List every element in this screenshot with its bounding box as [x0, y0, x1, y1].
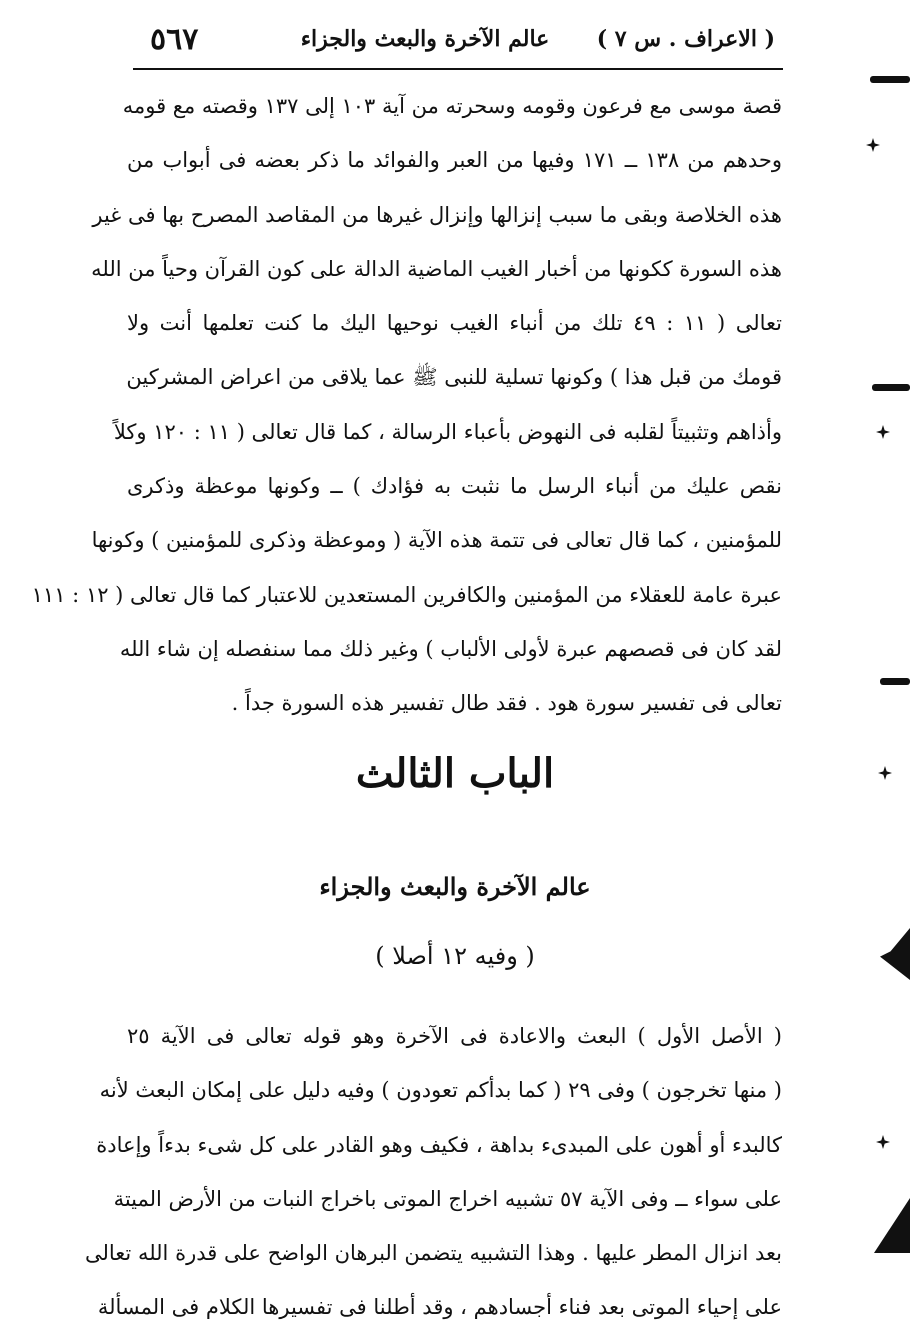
text-line: تعالى فى تفسير سورة هود . فقد طال تفسير هذه السورة جداً . [231, 691, 782, 716]
text-line: لقد كان فى قصصهم عبرة لأولى الألباب ) وغير ذلك مما سنفصله إن شاء الله [119, 636, 782, 661]
page-number: ٥٦٧ [150, 22, 199, 57]
text-line: كالبدء أو أهون على المبدىء بداهة ، فكيف وهو القادر على كل شىء بدءاً وإعادة [96, 1132, 782, 1157]
margin-mark [872, 384, 910, 391]
text-line: وأذاهم وتثبيتاً لقلبه فى النهوض بأعباء الرسالة ، كما قال تعالى ( ١١ : ١٢٠ وكلاً [113, 419, 782, 444]
running-section: ( الاعراف . س ٧ ) [596, 26, 775, 52]
text-line: ( منها تخرجون ) وفى ٢٩ ( كما بدأكم تعودون ) وفيه دليل على إمكان البعث لأنه [99, 1078, 782, 1103]
margin-mark [880, 678, 910, 685]
text-line: على سواء ــ وفى الآية ٥٧ تشبيه اخراج الموتى باخراج النبات من الأرض الميتة [113, 1186, 782, 1211]
chapter-title: الباب الثالث [355, 750, 555, 797]
text-line: هذه الخلاصة وبقى ما سبب إنزالها وإنزال غيرها من المقاصد المصرح بها فى غير [92, 202, 782, 227]
text-line: ( الأصل الأول ) البعث والاعادة فى الآخرة وهو قوله تعالى فى الآية ٢٥ [127, 1024, 782, 1048]
text-line: نقص عليك من أنباء الرسل ما نثبت به فؤادك ) ــ وكونها موعظة وذكرى [127, 474, 782, 499]
margin-mark [876, 1135, 890, 1149]
text-line: قصة موسى مع فرعون وقومه وسحرته من آية ١٠٣ إلى ١٣٧ وقصته مع قومه [122, 94, 782, 118]
intro-passage [31, 86, 783, 738]
principle-passage [85, 1016, 782, 1342]
chapter-subtitle: عالم الآخرة والبعث والجزاء [319, 872, 591, 901]
text-line: عبرة عامة للعقلاء من المؤمنين والكافرين المستعدين للاعتبار كما قال تعالى ( ١٢ : ١١١ [31, 582, 782, 607]
running-title: عالم الآخرة والبعث والجزاء [300, 26, 550, 52]
chapter-note: ( وفيه ١٢ أصلا ) [375, 942, 535, 970]
text-line: قومك من قبل هذا ) وكونها تسلية للنبى ﷺ عما يلاقى من اعراض المشركين [126, 365, 782, 390]
text-line: للمؤمنين ، كما قال تعالى فى تتمة هذه الآية ( وموعظة وذكرى للمؤمنين ) وكونها [91, 528, 782, 553]
text-line: وحدهم من ١٣٨ ــ ١٧١ وفيها من العبر والفوائد ما ذكر بعضه فى أبواب من [127, 148, 783, 173]
text-line: تعالى ( ١١ : ٤٩ تلك من أنباء الغيب نوحيها اليك ما كنت تعلمها أنت ولا [127, 311, 782, 336]
text-line: هذه السورة ككونها من أخبار الغيب الماضية الدالة على كون القرآن وحياً من الله [91, 256, 782, 281]
margin-mark [874, 1198, 910, 1253]
margin-mark [870, 76, 910, 83]
header-rule [133, 68, 783, 70]
text-line: على إحياء الموتى بعد فناء أجسادهم ، وقد أطلنا فى تفسيرها الكلام فى المسألة [97, 1295, 782, 1320]
text-line: بعد انزال المطر عليها . وهذا التشبيه يتضمن البرهان الواضح على قدرة الله تعالى [85, 1241, 782, 1266]
margin-mark [876, 425, 890, 439]
running-header [150, 22, 775, 62]
margin-mark [866, 138, 880, 152]
